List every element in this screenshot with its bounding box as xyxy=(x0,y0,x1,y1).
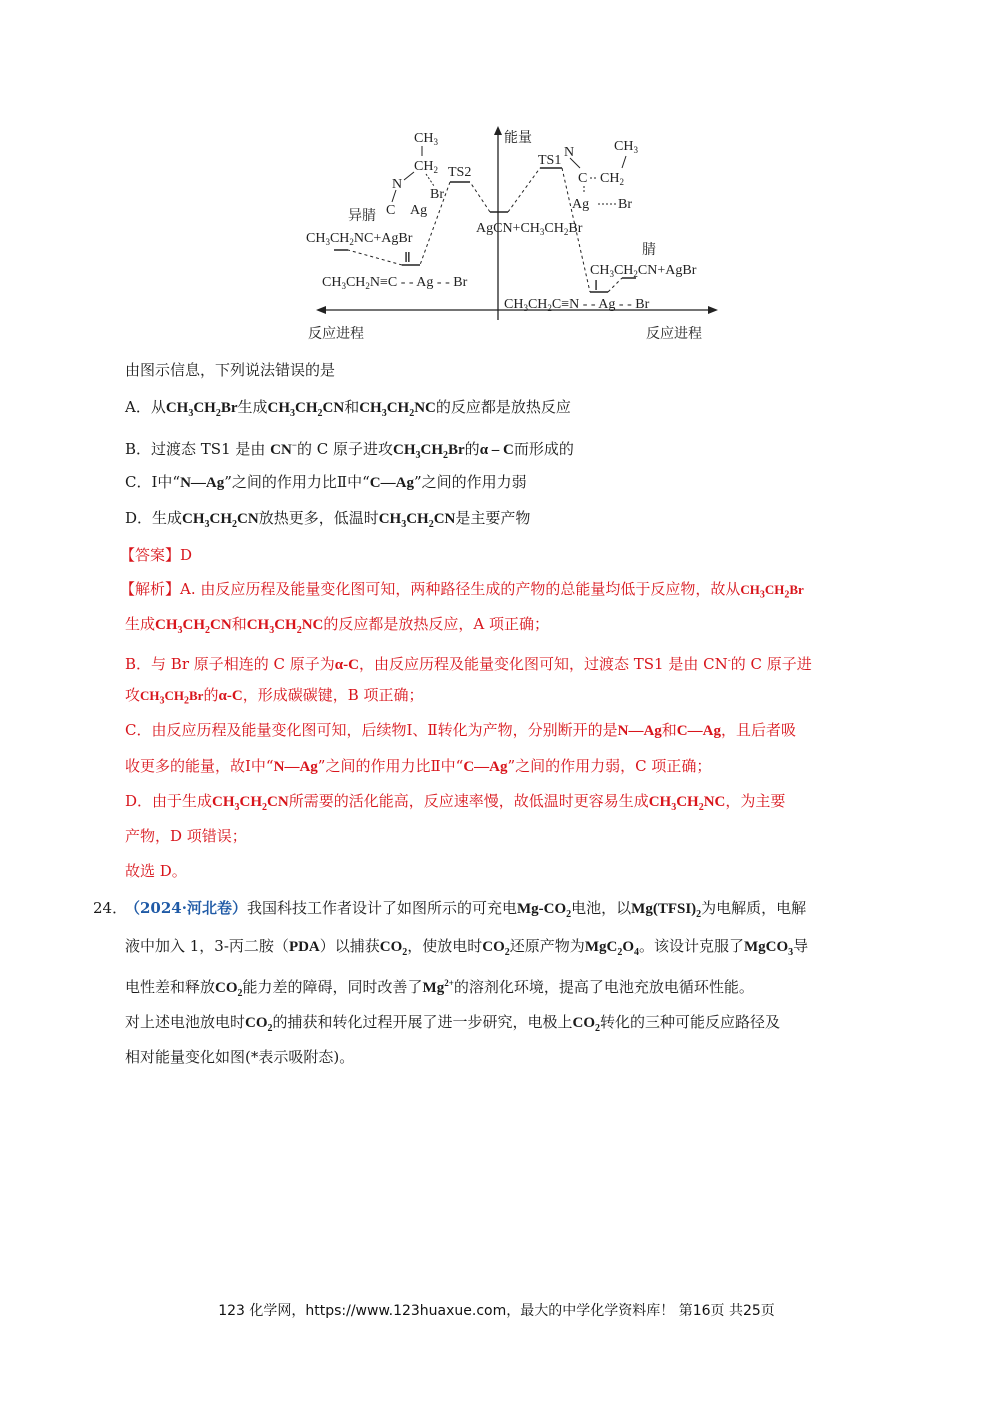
analysis-d-text-3: ，为主要 xyxy=(725,792,786,810)
analysis-c-text: C．由反应历程及能量变化图可知，后续物Ⅰ、Ⅱ转化为产物，分别断开的是 xyxy=(125,721,618,739)
option-d-text-2: 放热更多，低温时 xyxy=(258,509,379,527)
pda-formula: PDA xyxy=(288,939,320,955)
energy-axis-arrow xyxy=(494,126,502,135)
int1-label: Ⅰ xyxy=(594,279,599,294)
analysis-a-text-3: 和 xyxy=(231,615,247,633)
q24-text-9: 导 xyxy=(793,937,809,955)
option-d: D．生成$CH_3CH_2CN$放热更多，低温时$CH_3CH_2CN$是主要产物 xyxy=(125,509,531,530)
ts2-label: TS2 xyxy=(448,165,472,180)
q24-text-8: 。该设计克服了 xyxy=(638,937,744,955)
c-ag-formula-2: C—Ag xyxy=(676,723,721,739)
analysis-b-line-2: 攻$CH_3CH_2Br$的α-C，形成碳碳键，B 项正确； xyxy=(125,686,424,707)
alpha-c-formula: α – C xyxy=(479,442,514,458)
answer-line xyxy=(120,544,900,566)
option-b: B．过渡态 TS1 是由 CN−的 C 原子进攻$CH_3CH_2Br$的α – C而形成的 xyxy=(125,440,574,461)
analysis-c-line-1 xyxy=(125,719,905,742)
analysis-label: 【解析】 xyxy=(120,580,181,598)
q24-text-10: 电性差和释放 xyxy=(125,978,216,996)
option-b-text-4: 而形成的 xyxy=(513,440,574,458)
q24-text-5: ）以捕获 xyxy=(319,937,380,955)
option-b-text: B．过渡态 TS1 是由 xyxy=(125,440,266,458)
analysis-a-text: A. 由反应历程及能量变化图可知，两种路径生成的产物的总能量均低于反应物，故从 xyxy=(180,580,741,598)
q24-text-2: 电池，以 xyxy=(571,899,632,917)
energy-diagram-svg xyxy=(300,122,730,347)
analysis-c-text-3: ，且后者吸 xyxy=(720,721,796,739)
q24-line-3: 电性差和释放$CO_2$能力差的障碍，同时改善了$Mg^{2+}$的溶剂化环境，提高了电池充放电循环性能。 xyxy=(125,978,754,999)
q24-text-7: 还原产物为 xyxy=(509,937,585,955)
option-a-text-4: 的反应都是放热反应 xyxy=(435,398,571,416)
nitrile-product-label: $CH_3CH_2CN+AgBr$ xyxy=(590,263,697,279)
left-axis-arrow xyxy=(316,306,326,314)
n-ag-formula-3: N—Ag xyxy=(273,759,318,775)
analysis-b-text: B．与 Br 原子相连的 C 原子为 xyxy=(125,655,335,673)
n-ag-formula-2: N—Ag xyxy=(617,723,662,739)
co2-formula-3: CO xyxy=(215,980,238,996)
isonitrile-product-label: $CH_3CH_2NC+AgBr$ xyxy=(306,231,413,247)
analysis-b-text-6: ，形成碳碳键，B 项正确； xyxy=(242,686,424,704)
option-c-text-2: ”之间的作用力比Ⅱ中“ xyxy=(224,473,370,491)
question-stem: 由图示信息，下列说法错误的是 xyxy=(125,361,336,379)
analysis-c-text-6: ”之间的作用力弱，C 项正确； xyxy=(507,757,712,775)
q24-text-15: 转化的三种可能反应路径及 xyxy=(600,1013,781,1031)
ts2-n: N xyxy=(392,177,403,192)
analysis-a-line-1: 【解析】A. 由反应历程及能量变化图可知，两种路径生成的产物的总能量均低于反应物，故从$CH_3CH_2Br$ xyxy=(120,580,804,601)
q24-line-1: （2024·河北卷）我国科技工作者设计了如图所示的可充电$Mg-CO_2$电池，以$Mg(TFSI)_2$为电解质，电解 xyxy=(125,899,807,920)
mg-formula: Mg xyxy=(422,980,445,996)
answer-label: 【答案】 xyxy=(120,546,181,564)
co2-formula-5: CO xyxy=(572,1015,596,1031)
analysis-choice: 故选 D。 xyxy=(125,862,187,880)
option-a-text-2: 生成 xyxy=(237,398,268,416)
question-24-number: 24． xyxy=(93,899,128,917)
ts1-bond-2 xyxy=(622,156,626,168)
int2-label: Ⅱ xyxy=(404,251,411,266)
ts1-label: TS1 xyxy=(538,153,562,168)
ts2-ch3: $CH_3$ xyxy=(414,131,438,147)
int1-structure-label: $CH_3CH_2C\equiv N$ - - Ag - - Br xyxy=(504,297,650,313)
alpha-c-formula-3: α-C xyxy=(218,688,243,704)
c-ag-formula-3: C—Ag xyxy=(463,759,508,775)
mgtfsi-formula: Mg(TFSI) xyxy=(631,901,697,917)
q24-text-13: 对上述电池放电时 xyxy=(125,1013,246,1031)
isonitrile-label: 异腈 xyxy=(348,208,376,224)
analysis-b-line-1: B．与 Br 原子相连的 C 原子为α-C，由反应历程及能量变化图可知，过渡态 TS1 是由 CN-的 C 原子进 xyxy=(125,655,812,673)
ts1-br: Br xyxy=(618,197,632,212)
energy-axis-label: 能量 xyxy=(504,130,532,146)
analysis-a-line-2: 生成$CH_3CH_2CN$和$CH_3CH_2NC$的反应都是放热反应，A 项正确； xyxy=(125,615,549,636)
q24-source: （2024·河北卷） xyxy=(125,899,247,917)
option-b-text-3: 的 xyxy=(464,440,480,458)
analysis-c-text-5: ”之间的作用力比Ⅱ中“ xyxy=(317,757,464,775)
q24-text-4: 液中加入 1，3-丙二胺（ xyxy=(125,937,289,955)
analysis-d-line-1: D．由于生成$CH_3CH_2CN$所需要的活化能高，反应速率慢，故低温时更容易生成$CH_3CH_2NC$，为主要 xyxy=(125,792,786,813)
analysis-d-text-2: 所需要的活化能高，反应速率慢，故低温时更容易生成 xyxy=(288,792,649,810)
ts2-bond-3 xyxy=(426,174,434,186)
analysis-b-text-2: ，由反应历程及能量变化图可知，过渡态 TS1 是由 CN xyxy=(358,655,728,673)
alpha-c-formula-2: α-C xyxy=(334,657,359,673)
q24-line-2: 液中加入 1，3-丙二胺（PDA）以捕获$CO_2$，使放电时$CO_2$还原产物为$MgC_2O_4$。该设计克服了MgCO$_3$导 xyxy=(125,937,809,958)
analysis-c-text-4: 收更多的能量，故Ⅰ中“ xyxy=(125,757,274,775)
mgco2-formula: Mg-CO xyxy=(517,901,567,917)
ts2-c: C xyxy=(386,203,396,218)
energy-diagram xyxy=(300,122,730,347)
nitrile-label: 腈 xyxy=(642,242,656,258)
right-axis-label: 反应进程 xyxy=(646,326,702,342)
mgc2o4-formula: MgC xyxy=(584,939,618,955)
q24-text-3: 为电解质，电解 xyxy=(701,899,807,917)
int2-structure-label: $CH_3CH_2N\equiv C$ - - Ag - - Br xyxy=(322,275,468,291)
co2-formula-4: CO xyxy=(245,1015,268,1031)
co2-formula: CO xyxy=(379,939,403,955)
left-axis-label: 反应进程 xyxy=(308,326,364,342)
q24-line-5: 相对能量变化如图(*表示吸附态)。 xyxy=(125,1048,355,1066)
ts2-ag: Ag xyxy=(410,203,428,218)
ts1-c: C xyxy=(578,171,588,186)
analysis-c-text-2: 和 xyxy=(661,721,677,739)
option-c xyxy=(125,471,905,494)
co2-formula-2: CO xyxy=(482,939,505,955)
q24-text-11: 能力差的障碍，同时改善了 xyxy=(242,978,423,996)
mgco3-formula: MgCO xyxy=(744,939,789,955)
ts1-triple-bond xyxy=(570,158,580,168)
analysis-d-line-2: 产物，D 项错误； xyxy=(125,827,247,845)
c-ag-formula: C—Ag xyxy=(369,475,414,491)
ts1-ch2: $CH_2$ xyxy=(600,171,624,187)
q24-text-12: 的溶剂化环境，提高了电池充放电循环性能。 xyxy=(453,978,754,996)
ts1-ag: Ag xyxy=(572,197,590,212)
analysis-b-text-4: 攻 xyxy=(125,686,141,704)
option-b-text-2: 的 C 原子进攻 xyxy=(296,440,393,458)
option-d-text-3: 是主要产物 xyxy=(455,509,531,527)
analysis-a-text-2: 生成 xyxy=(125,615,156,633)
option-c-text-3: ”之间的作用力弱 xyxy=(413,473,527,491)
analysis-c-line-2 xyxy=(125,755,905,778)
q24-text-1: 我国科技工作者设计了如图所示的可充电 xyxy=(246,899,517,917)
analysis-d-text: D．由于生成 xyxy=(125,792,213,810)
option-a: A．从$CH_3CH_2Br$生成$CH_3CH_2CN$和$CH_3CH_2NC$的反应都是放热反应 xyxy=(125,398,571,419)
q24-text-6: ，使放电时 xyxy=(407,937,483,955)
n-ag-formula: N—Ag xyxy=(180,475,225,491)
ts1-ch3: $CH_3$ xyxy=(614,139,638,155)
analysis-b-text-3: 的 C 原子进 xyxy=(730,655,812,673)
right-axis-arrow xyxy=(708,306,718,314)
q24-text-14: 的捕获和转化过程开展了进一步研究，电极上 xyxy=(272,1013,573,1031)
ts2-br: Br xyxy=(430,187,444,202)
ts2-ch2: $CH_2$ xyxy=(414,159,438,175)
page-footer: 123 化学网，https://www.123huaxue.com，最大的中学化学资料库！ 第16页 共25页 xyxy=(218,1303,775,1319)
option-a-text-3: 和 xyxy=(344,398,360,416)
analysis-a-text-4: 的反应都是放热反应，A 项正确； xyxy=(323,615,549,633)
reactant-label: $AgCN+CH_3CH_2Br$ xyxy=(476,221,583,237)
answer-value: D xyxy=(180,546,193,564)
option-a-text: A．从 xyxy=(125,398,166,416)
q24-line-4: 对上述电池放电时$CO_2$的捕获和转化过程开展了进一步研究，电极上$CO_2$转化的三种可能反应路径及 xyxy=(125,1013,781,1034)
ts2-bond-2 xyxy=(404,172,414,180)
option-d-text: D．生成 xyxy=(125,509,183,527)
option-c-text: C．Ⅰ中“ xyxy=(125,473,181,491)
analysis-b-text-5: 的 xyxy=(203,686,219,704)
ts1-n: N xyxy=(564,145,575,160)
